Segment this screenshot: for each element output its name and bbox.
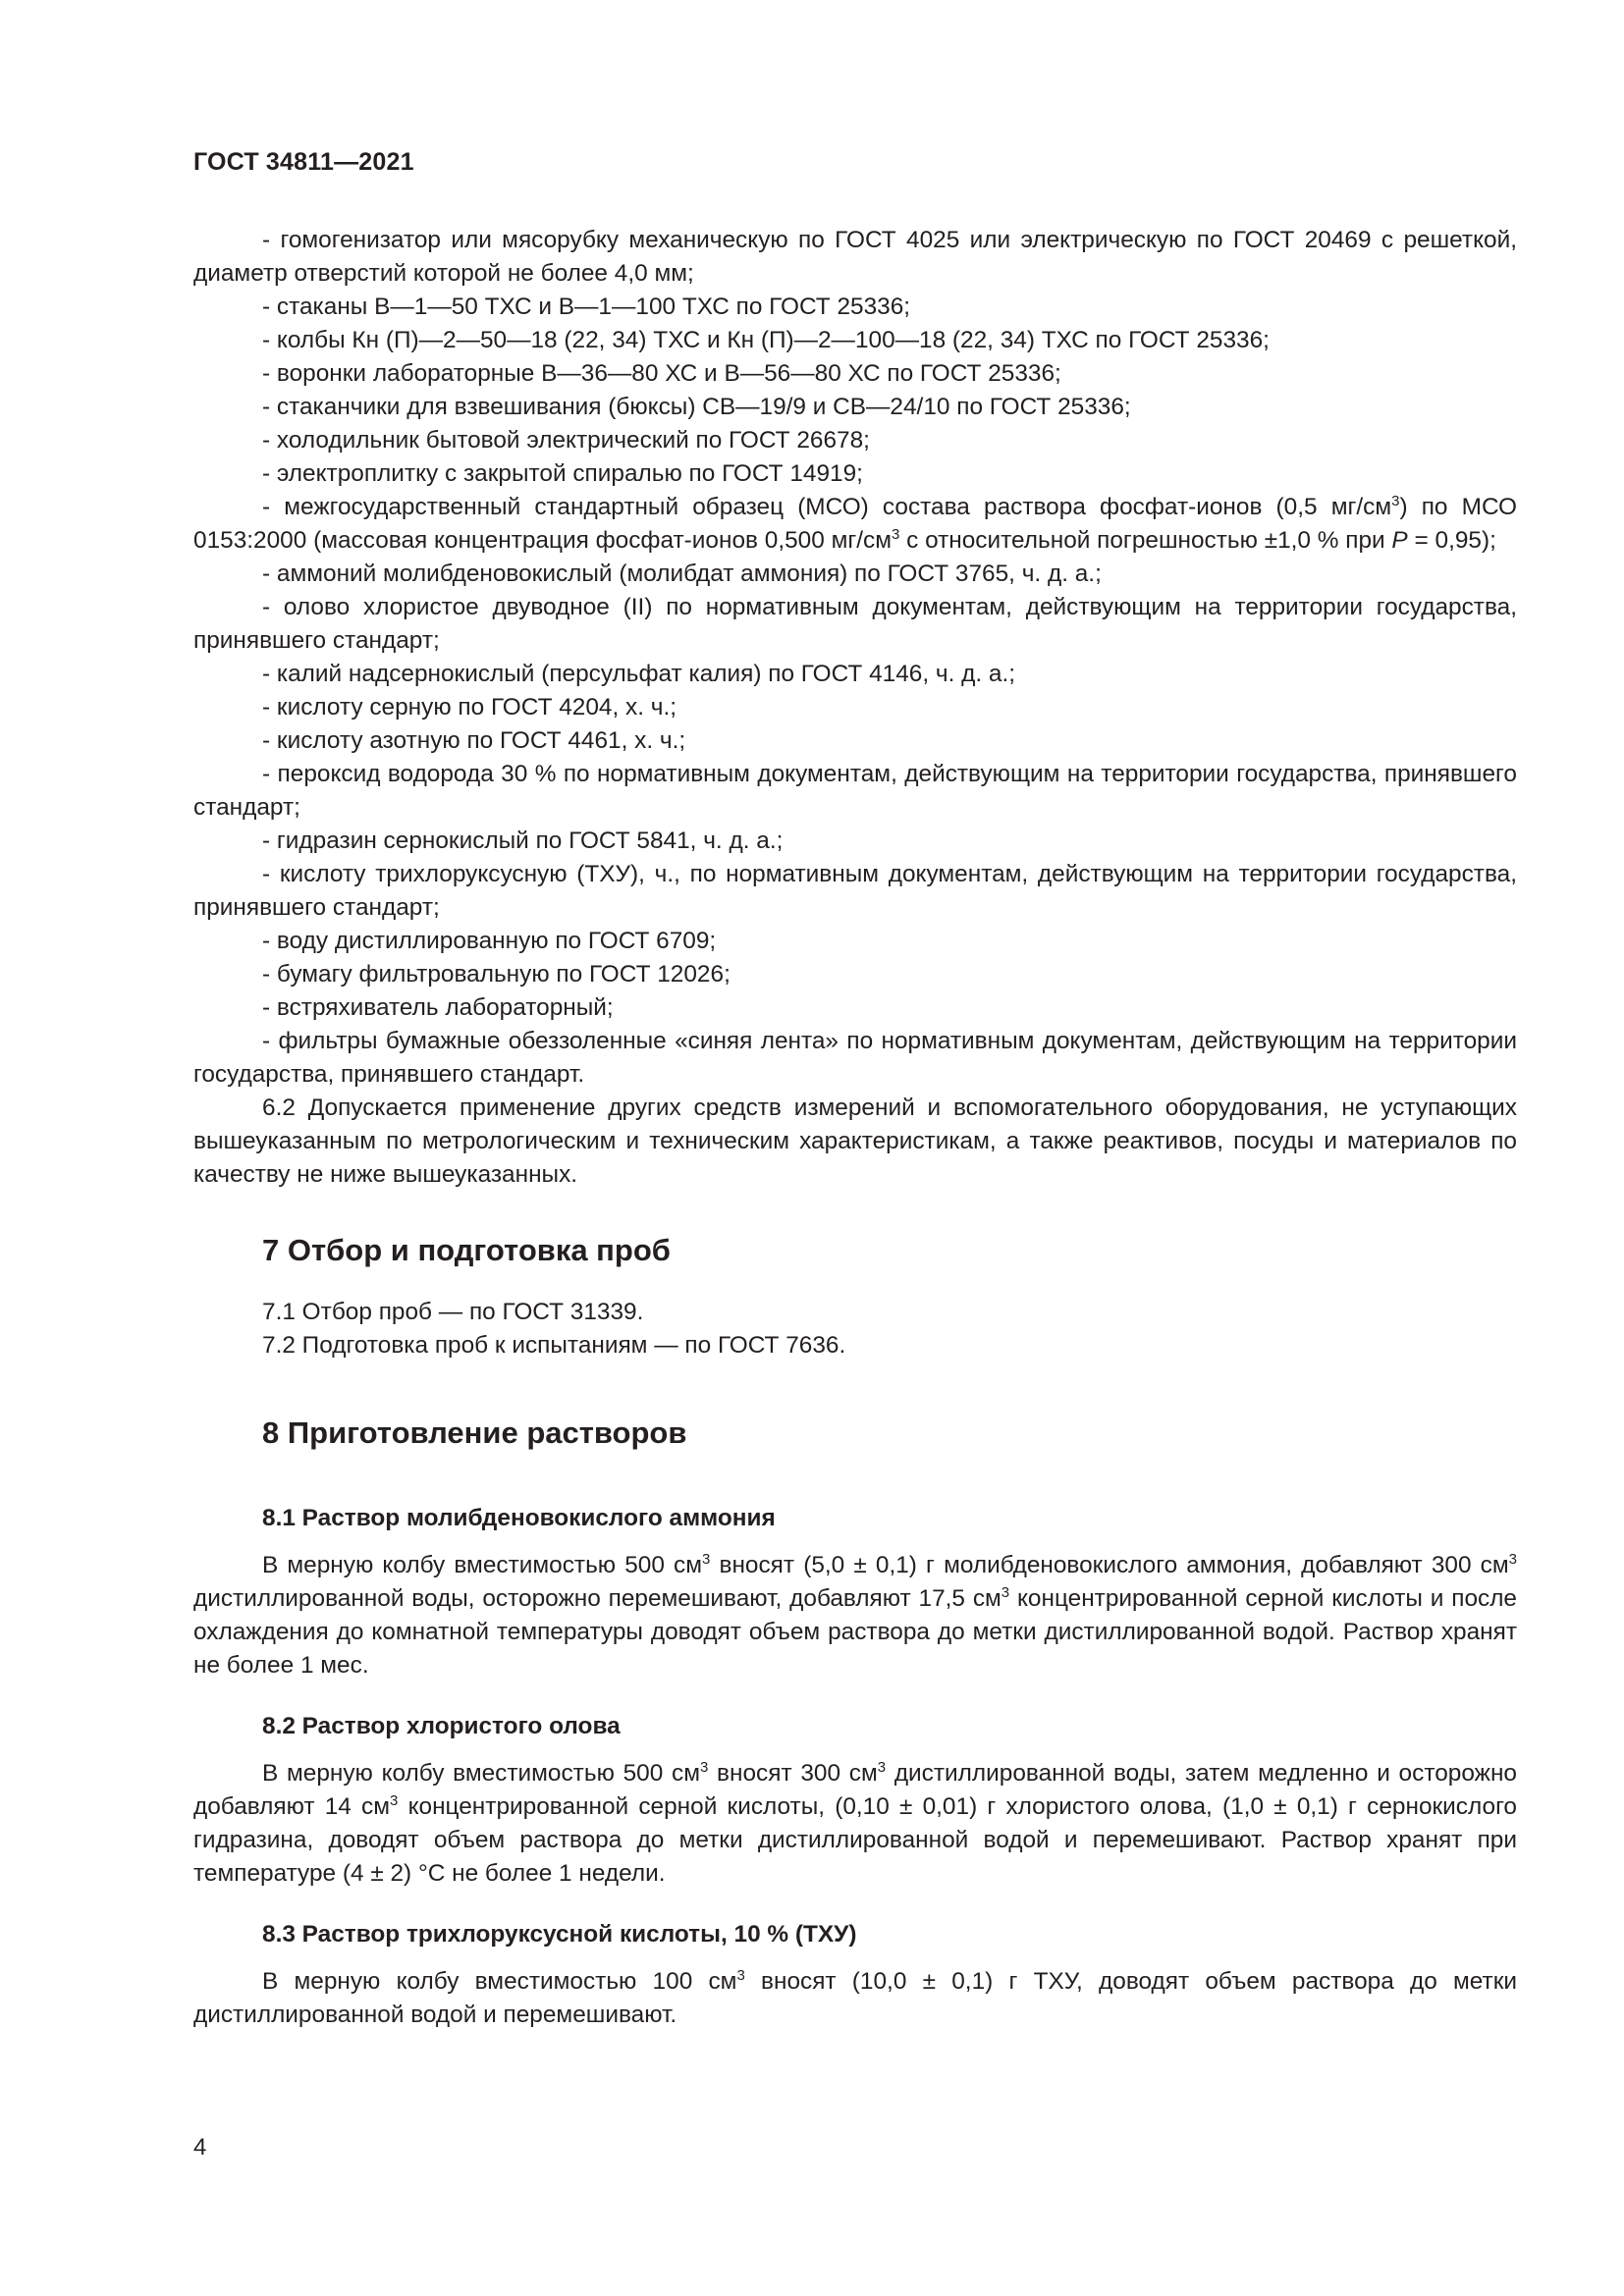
subsection-8-1-heading: 8.1 Раствор молибденовокислого аммония [262,1505,776,1531]
page-number: 4 [193,2134,207,2161]
list-item: - кислоту серную по ГОСТ 4204, х. ч.; [262,694,677,721]
list-item-mso: - межгосударственный стандартный образец (МСО) состава раствора фосфат-ионов (0,5 $мг/см^3$) по МСО 0153:2000 (массовая концентрация фосфат-ионов 0,500 $мг/см^3$ с относительной погрешностью ±1,0 % при P = 0,95); [193,493,1517,554]
list-item: - стаканы В—1—50 ТХС и В—1—100 ТХС по ГОСТ 25336; [262,294,911,320]
document-body [193,224,1517,2032]
subsection-8-2-heading: 8.2 Раствор хлористого олова [262,1713,621,1739]
list-item: - кислоту азотную по ГОСТ 4461, х. ч.; [262,727,686,754]
list-item: - воду дистиллированную по ГОСТ 6709; [262,928,717,954]
list-item: - холодильник бытовой электрический по ГОСТ 26678; [262,427,870,454]
list-item: - аммоний молибденовокислый (молибдат аммония) по ГОСТ 3765, ч. д. а.; [262,561,1102,587]
list-item: - встряхиватель лабораторный; [262,994,614,1021]
list-item: - колбы Кн (П)—2—50—18 (22, 34) ТХС и Кн (П)—2—100—18 (22, 34) ТХС по ГОСТ 25336; [262,327,1270,353]
section-7-heading: 7 Отбор и подготовка проб [262,1233,671,1267]
document-header: ГОСТ 34811—2021 [193,148,414,176]
subsection-8-1-text: В мерную колбу вместимостью 500 $см^3$ вносят (5,0 ± 0,1) г молибденовокислого аммония, добавляют 300 $см^3$ дистиллированной воды, осторожно перемешивают, добавляют 17,5 $см^3$ концентрированной серной кислоты и после охлаждения до комнатной температуры доводят объем раствора до метки дистиллированной водой. Раствор хранят не более 1 мес. [193,1551,1517,1679]
subsection-8-3-heading: 8.3 Раствор трихлоруксусной кислоты, 10 % (ТХУ) [262,1921,857,1948]
list-item: - электроплитку с закрытой спиралью по ГОСТ 14919; [262,460,863,487]
list-item: - фильтры бумажные обеззоленные «синяя лента» по нормативным документам, действующим на территории государства, принявшего стандарт. [193,1028,1517,1088]
list-item: - олово хлористое двуводное (II) по нормативным документам, действующим на территории государства, принявшего стандарт; [193,594,1517,654]
list-item: - кислоту трихлоруксусную (ТХУ), ч., по нормативным документам, действующим на территории государства, принявшего стандарт; [193,861,1517,921]
list-item: - воронки лабораторные В—36—80 ХС и В—56—80 ХС по ГОСТ 25336; [262,360,1061,387]
section-8-heading: 8 Приготовление растворов [262,1415,687,1450]
subsection-8-2-text: В мерную колбу вместимостью 500 $см^3$ вносят 300 $см^3$ дистиллированной воды, затем медленно и осторожно добавляют 14 $см^3$ концентрированной серной кислоты, (0,10 ± 0,01) г хлористого олова, (1,0 ± 0,1) г сернокислого гидразина, доводят объем раствора до метки дистиллированной водой и перемешивают. Раствор хранят при температуре (4 ± 2) °С не более 1 недели. [193,1759,1517,1887]
subsection-8-3-text: В мерную колбу вместимостью 100 $см^3$ вносят (10,0 ± 0,1) г ТХУ, доводят объем раствора до метки дистиллированной водой и перемешивают. [193,1967,1517,2028]
list-item: - пероксид водорода 30 % по нормативным документам, действующим на территории государства, принявшего стандарт; [193,761,1517,821]
list-item: - бумагу фильтровальную по ГОСТ 12026; [262,961,731,988]
clause-6-2: 6.2 Допускается применение других средств измерений и вспомогательного оборудования, не уступающих вышеуказанным по метрологическим и техническим характеристикам, а также реактивов, посуды и материалов по качеству не ниже вышеуказанных. [193,1095,1517,1188]
list-item: - калий надсернокислый (персульфат калия) по ГОСТ 4146, ч. д. а.; [262,661,1016,687]
clause-7-2: 7.2 Подготовка проб к испытаниям — по ГОСТ 7636. [262,1332,846,1359]
clause-7-1: 7.1 Отбор проб — по ГОСТ 31339. [262,1299,644,1325]
list-item: - гомогенизатор или мясорубку механическую по ГОСТ 4025 или электрическую по ГОСТ 20469 с решеткой, диаметр отверстий которой не более 4,0 мм; [193,227,1517,287]
list-item: - стаканчики для взвешивания (бюксы) СВ—19/9 и СВ—24/10 по ГОСТ 25336; [262,394,1131,420]
list-item: - гидразин сернокислый по ГОСТ 5841, ч. д. а.; [262,828,784,854]
